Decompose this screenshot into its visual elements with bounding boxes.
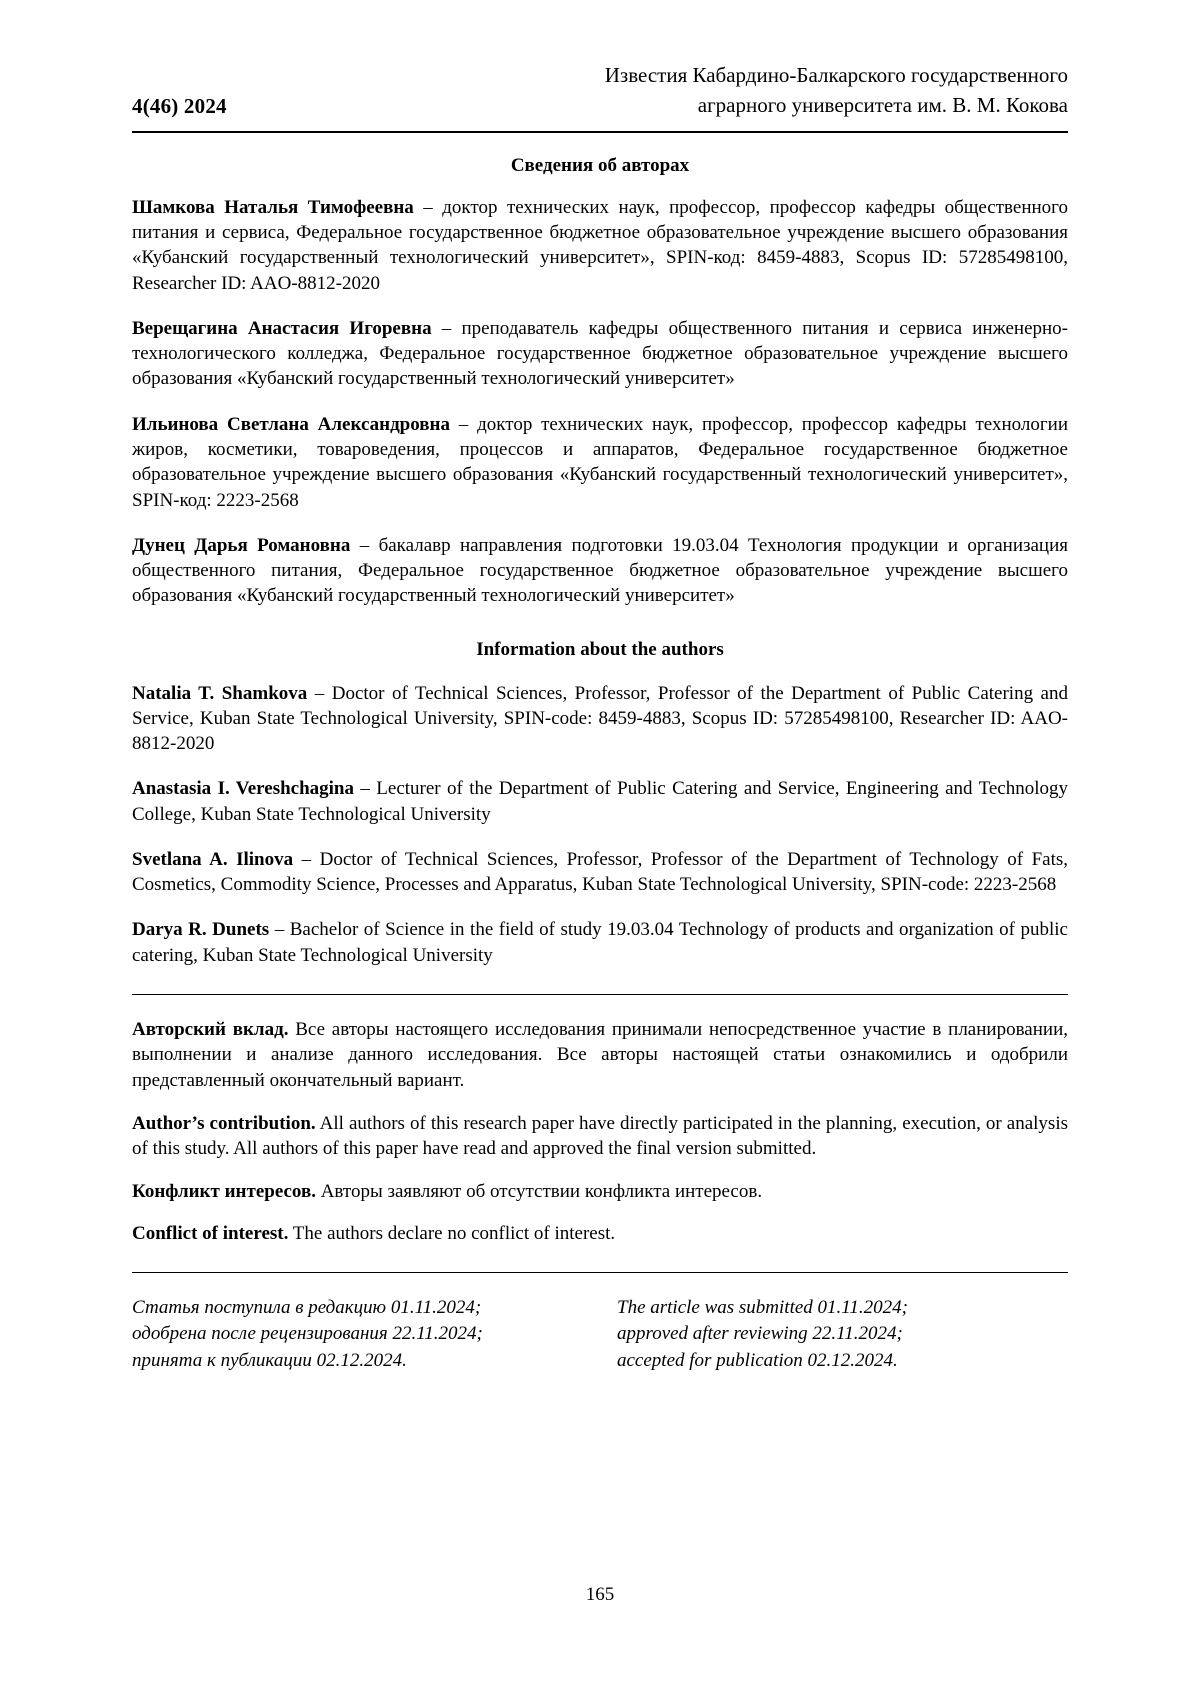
date-approved-ru: одобрена после рецензирования 22.11.2024; xyxy=(132,1323,483,1345)
submission-dates-ru xyxy=(132,1295,583,1375)
journal-title xyxy=(428,60,1068,121)
author-entry-ru-2 xyxy=(132,316,1068,392)
author-name: Svetlana A. Ilinova xyxy=(132,848,294,870)
note-text: Авторы заявляют об отсутствии конфликта интересов. xyxy=(315,1181,763,1203)
date-submitted-en: The article was submitted 01.11.2024; xyxy=(617,1296,908,1318)
note-lead: Авторский вклад. xyxy=(132,1018,289,1040)
author-entry-ru-3 xyxy=(132,412,1068,513)
section-title-authors-en: Information about the authors xyxy=(476,638,724,660)
author-entry-ru-1 xyxy=(132,195,1068,296)
author-entry-en-1 xyxy=(132,681,1068,757)
author-details: – преподаватель кафедры общественного питания и сервиса инженерно-технологического колледжа, Федеральное государственное бюджетное образовательное учреждение высшего образования «Кубанский государственный технологический университет» xyxy=(132,317,1068,390)
page-number: 165 xyxy=(585,1584,615,1605)
note-lead: Conflict of interest. xyxy=(132,1222,289,1244)
issue-number: 4(46) 2024 xyxy=(132,93,227,118)
journal-title-line2: аграрного университета им. В. М. Кокова xyxy=(697,93,1068,118)
note-text: All authors of this research paper have directly participated in the planning, execution, or analysis of this study. All authors of this paper have read and approved the final version submitted. xyxy=(132,1112,1068,1160)
author-name: Верещагина Анастасия Игоревна xyxy=(132,317,432,339)
note-conflict-ru xyxy=(132,1179,1068,1204)
note-author-contribution-en xyxy=(132,1111,1068,1162)
author-entry-ru-4 xyxy=(132,533,1068,609)
note-text: Все авторы настоящего исследования принимали непосредственное участие в планировании, выполнении и анализе данного исследования. Все авторы настоящей статьи ознакомились и одобрили представленный окончательный вариант. xyxy=(132,1018,1068,1091)
date-accepted-ru: принята к публикации 02.12.2024. xyxy=(132,1350,407,1372)
date-submitted-ru: Статья поступила в редакцию 01.11.2024; xyxy=(132,1296,482,1318)
author-entry-en-3 xyxy=(132,847,1068,898)
dates-divider xyxy=(132,1272,1068,1273)
journal-title-line1: Известия Кабардино-Балкарского государственного xyxy=(604,63,1068,87)
author-name: Шамкова Наталья Тимофеевна xyxy=(132,196,414,218)
author-name: Natalia T. Shamkova xyxy=(132,682,308,704)
date-approved-en: approved after reviewing 22.11.2024; xyxy=(617,1323,903,1345)
author-details: – доктор технических наук, профессор, профессор кафедры общественного питания и сервиса, Федеральное государственное бюджетное образовательное учреждение высшего образования «Кубанский государственный технологический университет», SPIN-код: 8459-4883, Scopus ID: 57285498100, Researcher ID: AAO-8812-2020 xyxy=(132,196,1068,294)
date-accepted-en: accepted for publication 02.12.2024. xyxy=(617,1350,898,1372)
author-details: – бакалавр направления подготовки 19.03.04 Технология продукции и организация общественного питания, Федеральное государственное бюджетное образовательное учреждение высшего образования «Кубанский государственный технологический университет» xyxy=(132,534,1068,607)
page-content xyxy=(132,60,1068,1375)
section-title-authors-ru: Сведения об авторах xyxy=(510,154,690,176)
author-name: Дунец Дарья Романовна xyxy=(132,534,351,556)
author-entry-en-4 xyxy=(132,917,1068,968)
note-lead: Конфликт интересов. xyxy=(132,1181,316,1203)
note-conflict-en xyxy=(132,1221,1068,1246)
header-divider xyxy=(132,131,1068,133)
running-header xyxy=(132,60,1068,127)
author-details: – Doctor of Technical Sciences, Professor, Professor of the Department of Technology of Fats, Cosmetics, Commodity Science, Processes and Apparatus, Kuban State Technological University, SPIN-code: 2223-2568 xyxy=(132,848,1068,896)
notes-divider-top xyxy=(132,994,1068,995)
note-author-contribution-ru xyxy=(132,1017,1068,1093)
submission-dates-en xyxy=(583,1295,1068,1375)
note-lead: Author’s contribution. xyxy=(132,1112,316,1134)
author-details: – доктор технических наук, профессор, профессор кафедры технологии жиров, косметики, товароведения, процессов и аппаратов, Федеральное государственное бюджетное образовательное учреждение высшего образования «Кубанский государственный технологический университет», SPIN-код: 2223-2568 xyxy=(132,413,1068,511)
author-details: – Bachelor of Science in the field of study 19.03.04 Technology of products and organization of public catering, Kuban State Technological University xyxy=(132,919,1068,966)
author-name: Ильинова Светлана Александровна xyxy=(132,413,450,435)
author-entry-en-2 xyxy=(132,776,1068,827)
note-text: The authors declare no conflict of interest. xyxy=(288,1222,616,1244)
submission-dates xyxy=(132,1295,1068,1375)
author-details: – Doctor of Technical Sciences, Professor, Professor of the Department of Public Catering and Service, Kuban State Technological University, SPIN-code: 8459-4883, Scopus ID: 57285498100, Researcher ID: AAO-8812-2020 xyxy=(132,682,1068,755)
author-name: Darya R. Dunets xyxy=(132,919,270,941)
author-name: Anastasia I. Vereshchagina xyxy=(132,778,355,800)
author-details: – Lecturer of the Department of Public Catering and Service, Engineering and Technology College, Kuban State Technological University xyxy=(132,778,1068,825)
